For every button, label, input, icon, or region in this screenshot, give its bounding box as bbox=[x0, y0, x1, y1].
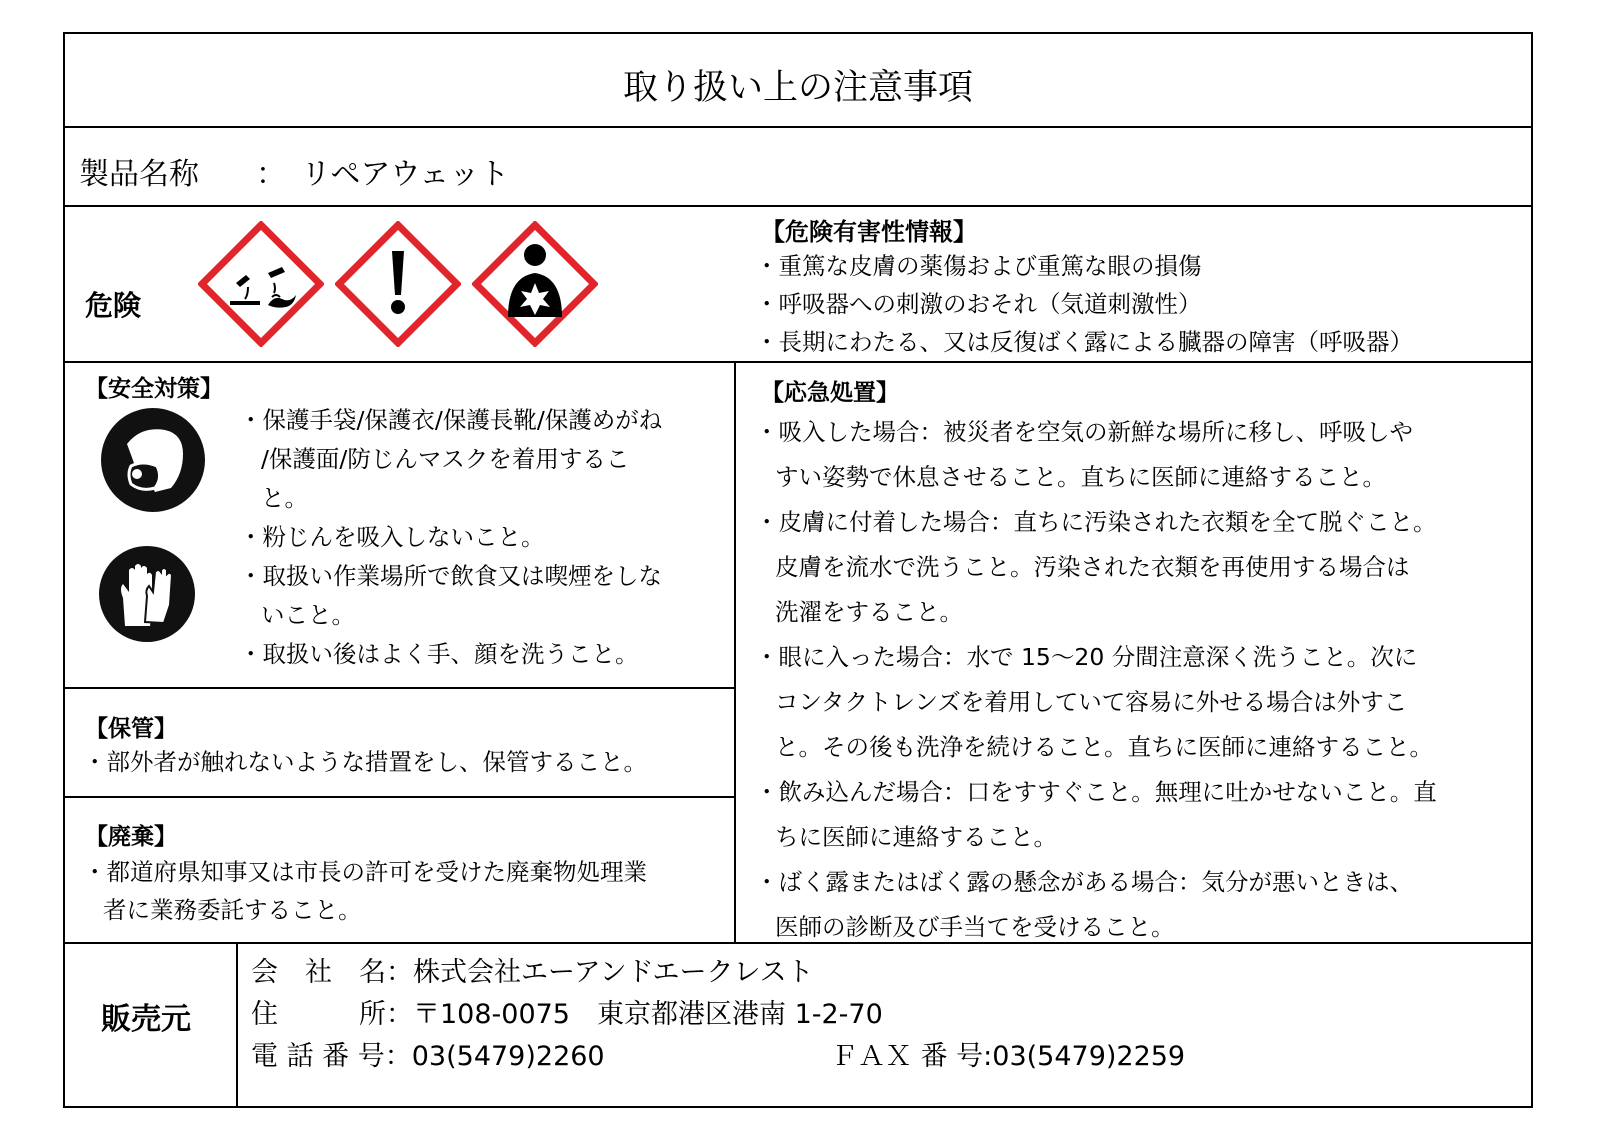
first-aid-line: すい姿勢で休息させること。直ちに医師に連絡すること。 bbox=[775, 463, 1386, 491]
rule-mid bbox=[734, 361, 736, 944]
product-row bbox=[79, 149, 510, 193]
safety-line: と。 bbox=[261, 484, 308, 512]
company-label: 会 社 名： bbox=[251, 957, 413, 988]
first-aid-line: 洗濯をすること。 bbox=[775, 598, 963, 626]
fax-row bbox=[831, 1034, 1185, 1073]
first-aid-line: 皮膚を流水で洗うこと。汚染された衣類を再使用する場合は bbox=[775, 553, 1410, 581]
first-aid-line: ・飲み込んだ場合：口をすすぐこと。無理に吐かせないこと。直 bbox=[755, 778, 1437, 806]
company-row bbox=[251, 950, 814, 989]
first-aid-line: ・眼に入った場合：水で 15～20 分間注意深く洗うこと。次に bbox=[755, 643, 1418, 671]
rule-safety bbox=[65, 687, 736, 689]
disposal-header: 【廃棄】 bbox=[85, 824, 177, 850]
address-value: 〒108-0075 東京都港区港南 1-2-70 bbox=[413, 999, 883, 1030]
first-aid-line: ちに医師に連絡すること。 bbox=[775, 823, 1057, 851]
first-aid-header: 【応急処置】 bbox=[761, 380, 899, 406]
storage-line: ・部外者が触れないような措置をし、保管すること。 bbox=[83, 748, 647, 776]
corrosion-icon bbox=[198, 221, 324, 347]
address-label: 住 所： bbox=[251, 999, 413, 1030]
hazard-item: ・重篤な皮膚の薬傷および重篤な眼の損傷 bbox=[755, 252, 1202, 280]
hazard-item: ・長期にわたる、又は反復ばく露による臓器の障害（呼吸器） bbox=[755, 328, 1413, 356]
page-title: 取り扱い上の注意事項 bbox=[622, 68, 973, 108]
company-name: 株式会社エーアンドエークレスト bbox=[413, 957, 814, 988]
hazard-item: ・呼吸器への刺激のおそれ（気道刺激性） bbox=[755, 290, 1202, 318]
product-label: 製品名称 bbox=[79, 157, 199, 192]
rule-product bbox=[65, 205, 1531, 207]
rule-storage bbox=[65, 796, 736, 798]
safety-line: ・保護手袋/保護衣/保護長靴/保護めがね bbox=[239, 406, 663, 434]
exclamation-mark-icon bbox=[335, 221, 461, 347]
disposal-line: ・都道府県知事又は市長の許可を受けた廃棄物処理業 bbox=[83, 858, 647, 886]
precaution-label bbox=[63, 32, 1533, 1108]
tel-row bbox=[251, 1034, 605, 1073]
address-row bbox=[251, 992, 883, 1031]
first-aid-line: ・吸入した場合：被災者を空気の新鮮な場所に移し、呼吸しや bbox=[755, 418, 1413, 446]
first-aid-line: ・皮膚に付着した場合：直ちに汚染された衣類を全て脱ぐこと。 bbox=[755, 508, 1437, 536]
first-aid-line: コンタクトレンズを着用していて容易に外せる場合は外すこ bbox=[775, 688, 1408, 716]
product-sep: ： bbox=[256, 157, 286, 192]
product-name: リペアウェット bbox=[301, 157, 510, 192]
hazard-header: 【危険有害性情報】 bbox=[761, 218, 977, 246]
first-aid-line: 医師の診断及び手当てを受けること。 bbox=[775, 913, 1175, 941]
rule-seller-split bbox=[236, 942, 238, 1108]
first-aid-line: ・ばく露またはばく露の懸念がある場合：気分が悪いときは、 bbox=[755, 868, 1413, 896]
safety-line: ・取扱い後はよく手、顔を洗うこと。 bbox=[239, 640, 639, 668]
seller-label: 販売元 bbox=[101, 1002, 191, 1037]
safety-line: /保護面/防じんマスクを着用するこ bbox=[261, 445, 630, 473]
tel-value: 03(5479)2260 bbox=[411, 1041, 605, 1072]
safety-line: ・粉じんを吸入しないこと。 bbox=[239, 523, 545, 551]
signal-word: 危険 bbox=[85, 289, 142, 322]
storage-header: 【保管】 bbox=[85, 716, 177, 742]
safety-line: いこと。 bbox=[261, 601, 355, 629]
fax-value: 03(5479)2259 bbox=[992, 1041, 1186, 1072]
tel-label: 電 話 番 号： bbox=[251, 1041, 412, 1072]
health-hazard-icon bbox=[472, 221, 598, 347]
first-aid-line: と。その後も洗浄を続けること。直ちに医師に連絡すること。 bbox=[775, 733, 1433, 761]
disposal-line: 者に業務委託すること。 bbox=[103, 896, 362, 924]
rule-title bbox=[65, 126, 1531, 128]
safety-line: ・取扱い作業場所で飲食又は喫煙をしな bbox=[239, 562, 662, 590]
protective-gloves-icon bbox=[97, 544, 197, 644]
safety-header: 【安全対策】 bbox=[85, 376, 223, 402]
respirator-mask-icon bbox=[97, 404, 209, 516]
fax-label: ＦＡＸ 番 号: bbox=[831, 1041, 993, 1072]
